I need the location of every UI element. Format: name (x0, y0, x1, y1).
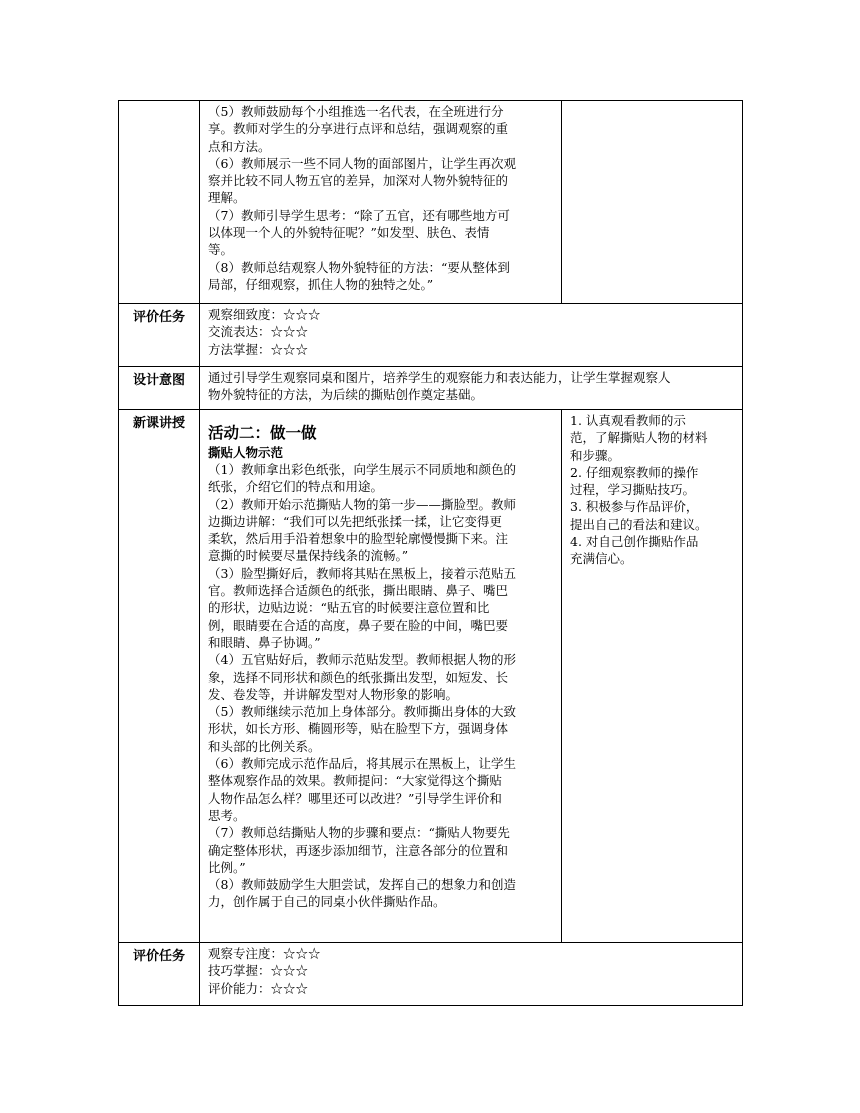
text-line: 例，眼睛要在合适的高度，鼻子要在脸的中间，嘴巴要 (208, 617, 509, 633)
student-activity-cell (562, 410, 743, 943)
text-line: 和头部的比例关系。 (208, 738, 321, 754)
text-line: 比例。” (208, 859, 246, 875)
rating-line: 方法掌握：☆☆☆ (208, 341, 309, 357)
text-line: （7）教师总结撕贴人物的步骤和要点：“撕贴人物要先 (208, 825, 510, 841)
text-line: 理解。 (208, 190, 246, 206)
text-line: 提出自己的看法和建议。 (570, 516, 708, 532)
student-activity-cell-empty (562, 101, 743, 304)
text-line: （6）教师完成示范作品后，将其展示在黑板上，让学生 (208, 756, 516, 772)
text-line: 过程，学习撕贴技巧。 (570, 482, 696, 498)
teacher-activity-cell (200, 410, 562, 943)
rating-line: 观察专注度：☆☆☆ (208, 946, 321, 961)
evaluation-criteria-cell (200, 943, 743, 1006)
text-line: 象，选择不同形状和颜色的纸张撕出发型，如短发、长 (208, 669, 509, 685)
text-line: 和眼睛、鼻子协调。” (208, 634, 321, 650)
text-line: 思考。 (208, 807, 246, 823)
text-line: （2）教师开始示范撕贴人物的第一步——撕脸型。教师 (208, 496, 516, 512)
text-line: （6）教师展示一些不同人物的面部图片，让学生再次观 (208, 155, 516, 171)
text-line: 的形状，边贴边说：“贴五官的时候要注意位置和比 (208, 600, 490, 616)
rating-line: 评价能力：☆☆☆ (208, 980, 309, 996)
text-line: 整体观察作品的效果。教师提问：“大家觉得这个撕贴 (208, 773, 502, 789)
rating-line: 技巧掌握：☆☆☆ (208, 963, 309, 979)
text-line: （5）教师继续示范加上身体部分。教师撕出身体的大致 (208, 704, 516, 720)
text-line: 柔软，然后用手沿着想象中的脸型轮廓慢慢撕下来。注 (208, 531, 509, 547)
design-intent-cell (200, 367, 743, 410)
activity-heading: 活动二：做一做 (208, 424, 317, 442)
text-line: 确定整体形状，再逐步添加细节，注意各部分的位置和 (208, 842, 509, 858)
text-line: 享。教师对学生的分享进行点评和总结，强调观察的重 (208, 121, 509, 137)
text-line: 察并比较不同人物五官的差异，加深对人物外貌特征的 (208, 173, 509, 189)
text-line: 官。教师选择合适颜色的纸张，撕出眼睛、鼻子、嘴巴 (208, 583, 509, 599)
text-line: 形状，如长方形、椭圆形等，贴在脸型下方，强调身体 (208, 721, 509, 737)
row-label-evaluation: 评价任务 (119, 943, 200, 1006)
text-line: 通过引导学生观察同桌和图片，培养学生的观察能力和表达能力，让学生掌握观察人 (208, 370, 671, 385)
text-line: 范，了解撕贴人物的材料 (570, 430, 708, 446)
text-line: 和步骤。 (570, 447, 621, 463)
text-line: （7）教师引导学生思考：“除了五官，还有哪些地方可 (208, 207, 510, 223)
evaluation-criteria-cell (200, 304, 743, 367)
rating-line: 交流表达：☆☆☆ (208, 324, 309, 340)
text-line: 边撕边讲解：“我们可以先把纸张揉一揉，让它变得更 (208, 513, 502, 529)
text-line: （4）五官贴好后，教师示范贴发型。教师根据人物的形 (208, 652, 516, 668)
text-line: 局部，仔细观察，抓住人物的独特之处。” (208, 276, 434, 292)
text-line: （8）教师鼓励学生大胆尝试，发挥自己的想象力和创造 (208, 877, 516, 893)
row-label-new-lesson: 新课讲授 (119, 410, 200, 943)
text-line: 2. 仔细观察教师的操作 (570, 464, 699, 480)
row-label-evaluation: 评价任务 (119, 304, 200, 367)
text-line: 1. 认真观看教师的示 (570, 413, 686, 428)
text-line: （1）教师拿出彩色纸张，向学生展示不同质地和颜色的 (208, 462, 516, 477)
table-row-evaluation-1 (119, 304, 743, 367)
text-line: （5）教师鼓励每个小组推选一名代表，在全班进行分 (208, 104, 504, 119)
row-label-design: 设计意图 (119, 367, 200, 410)
text-line: 发、卷发等，并讲解发型对人物形象的影响。 (208, 686, 459, 702)
lesson-plan-table (118, 100, 743, 1006)
text-line: 以体现一个人的外貌特征呢？”如发型、肤色、表情 (208, 225, 490, 241)
row-label-empty (119, 101, 200, 304)
text-line: 4. 对自己创作撕贴作品 (570, 534, 699, 550)
text-line: 人物作品怎么样？哪里还可以改进？”引导学生评价和 (208, 790, 502, 806)
table-row-evaluation-2 (119, 943, 743, 1006)
text-line: 等。 (208, 242, 234, 258)
table-row-activity-continued (119, 101, 743, 304)
activity-subheading: 撕贴人物示范 (208, 445, 284, 460)
text-line: 点和方法。 (208, 138, 271, 154)
text-line: （8）教师总结观察人物外貌特征的方法：“要从整体到 (208, 259, 510, 275)
table-row-new-lesson (119, 410, 743, 943)
text-line: 力，创作属于自己的同桌小伙伴撕贴作品。 (208, 894, 446, 910)
text-line: 充满信心。 (570, 551, 633, 567)
rating-line: 观察细致度：☆☆☆ (208, 307, 321, 322)
text-line: 纸张，介绍它们的特点和用途。 (208, 479, 384, 495)
text-line: （3）脸型撕好后，教师将其贴在黑板上，接着示范贴五 (208, 565, 516, 581)
table-row-design-intent (119, 367, 743, 410)
text-line: 意撕的时候要尽量保持线条的流畅。” (208, 548, 409, 564)
activity-steps-cell (200, 101, 562, 304)
text-line: 物外貌特征的方法，为后续的撕贴创作奠定基础。 (208, 387, 484, 403)
text-line: 3. 积极参与作品评价， (570, 499, 699, 515)
